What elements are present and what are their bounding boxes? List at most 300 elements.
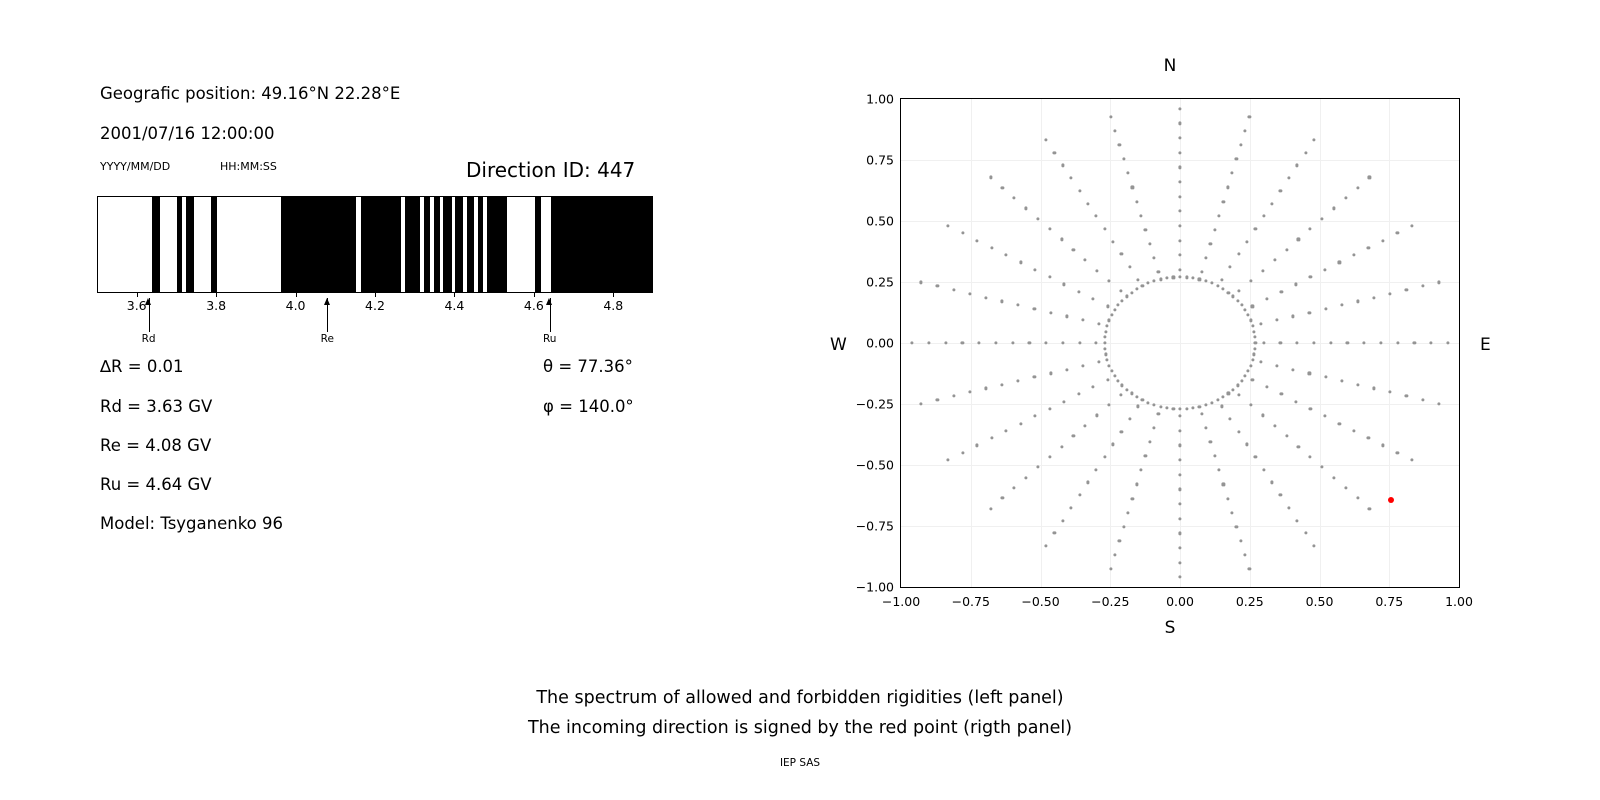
marker-label: Ru (542, 333, 557, 345)
direction-point (1139, 469, 1142, 472)
direction-point (1061, 341, 1064, 344)
model-value: Model: Tsyganenko 96 (100, 514, 284, 533)
direction-point (1144, 228, 1147, 231)
direction-point (1044, 341, 1047, 344)
caption-line-2: The incoming direction is signed by the red point (rigth panel) (527, 718, 1073, 738)
direction-point (1001, 383, 1004, 386)
axis-tick-label: 4.0 (285, 298, 306, 313)
direction-point (920, 281, 923, 284)
direction-point (1135, 200, 1138, 203)
direction-point (1222, 287, 1225, 290)
direction-point (1226, 186, 1229, 189)
direction-point (1261, 269, 1264, 272)
axis-tick-label: 4.8 (603, 298, 624, 313)
direction-point (1096, 269, 1099, 272)
axis-tick (534, 293, 535, 297)
direction-id: Direction ID: 447 (466, 158, 636, 182)
direction-point (1044, 139, 1047, 142)
forbidden-band (487, 197, 507, 292)
direction-point (1065, 315, 1068, 318)
direction-point (1220, 405, 1223, 408)
direction-point (1178, 224, 1181, 227)
direction-point (1292, 368, 1295, 371)
scatter-y-tick-label: 0.25 (866, 274, 894, 290)
delta-r-value: ∆R = 0.01 (100, 357, 184, 376)
direction-point (1296, 519, 1299, 522)
direction-point (1249, 319, 1252, 322)
direction-point (927, 341, 930, 344)
direction-point (1095, 341, 1098, 344)
direction-point (1157, 271, 1160, 274)
marker-label: Re (320, 333, 334, 345)
direction-point (1185, 407, 1188, 410)
datetime-value: 2001/07/16 12:00:00 (100, 124, 275, 143)
direction-point (1309, 228, 1312, 231)
direction-point (1396, 232, 1399, 235)
forbidden-band (405, 197, 421, 292)
direction-point (1332, 207, 1335, 210)
axis-tick (137, 293, 138, 297)
direction-point (1110, 369, 1113, 372)
direction-point (1237, 430, 1240, 433)
direction-point (1297, 238, 1300, 241)
direction-point (1251, 378, 1254, 381)
direction-point (1389, 292, 1392, 295)
direction-point (1086, 481, 1089, 484)
direction-point (1153, 403, 1156, 406)
direction-point (1227, 291, 1230, 294)
ru-value: Ru = 4.64 GV (100, 475, 212, 494)
direction-point (1120, 430, 1123, 433)
direction-point (936, 398, 939, 401)
direction-point (1178, 546, 1181, 549)
direction-point (1178, 459, 1181, 462)
direction-point (1304, 151, 1307, 154)
direction-point (1232, 388, 1235, 391)
direction-point (1200, 271, 1203, 274)
direction-point (1236, 384, 1239, 387)
direction-point (1159, 278, 1162, 281)
direction-point (1296, 164, 1299, 167)
forbidden-band (455, 197, 462, 292)
direction-point (1178, 415, 1181, 418)
scatter-y-axis (790, 91, 894, 595)
axis-tick-label: 3.6 (126, 298, 147, 313)
direction-point (1204, 426, 1207, 429)
direction-point (1117, 379, 1120, 382)
direction-point (1198, 278, 1201, 281)
direction-point (1249, 404, 1252, 407)
direction-point (1220, 278, 1223, 281)
gridline-horizontal (901, 404, 1459, 405)
direction-point (1098, 360, 1101, 363)
scatter-x-tick-label: −0.75 (951, 594, 990, 609)
direction-point (1209, 242, 1212, 245)
direction-point (984, 387, 987, 390)
direction-point (1131, 186, 1134, 189)
direction-point (1265, 297, 1268, 300)
direction-point (1222, 395, 1225, 398)
direction-point (1036, 466, 1039, 469)
direction-point (1245, 240, 1248, 243)
direction-point (1077, 290, 1080, 293)
forbidden-band (467, 197, 475, 292)
direction-point (1178, 407, 1181, 410)
direction-point (1103, 341, 1106, 344)
direction-point (1253, 347, 1256, 350)
direction-point (1091, 297, 1094, 300)
direction-point (1025, 207, 1028, 210)
axis-tick-label: 4.6 (523, 298, 544, 313)
forbidden-band (551, 197, 653, 292)
direction-point (1070, 506, 1073, 509)
direction-point (1396, 341, 1399, 344)
direction-point (1121, 384, 1124, 387)
arrow-up-icon (307, 298, 347, 332)
footer-credit: IEP SAS (779, 757, 821, 769)
direction-point (1033, 307, 1036, 310)
direction-point (1178, 107, 1181, 110)
direction-point (1095, 215, 1098, 218)
direction-point (1275, 364, 1278, 367)
direction-point (1130, 291, 1133, 294)
direction-point (1178, 136, 1181, 139)
direction-point (1332, 476, 1335, 479)
direction-point (1178, 180, 1181, 183)
direction-point (1113, 308, 1116, 311)
direction-point (1126, 511, 1129, 514)
direction-point (1340, 379, 1343, 382)
direction-point (1254, 341, 1257, 344)
left-panel (0, 0, 760, 680)
direction-point (1159, 405, 1162, 408)
direction-point (1178, 276, 1181, 279)
direction-point (1279, 189, 1282, 192)
scatter-y-tick-label: −0.50 (855, 457, 894, 473)
direction-point (1243, 129, 1246, 132)
direction-point (1213, 228, 1216, 231)
direction-point (1309, 407, 1312, 410)
direction-point (1078, 341, 1081, 344)
direction-point (1048, 407, 1051, 410)
arrow-up-icon (126, 298, 169, 332)
direction-point (1240, 304, 1243, 307)
direction-point (1262, 215, 1265, 218)
arrow-up-icon (530, 298, 570, 332)
scatter-y-tick-label: 1.00 (866, 91, 894, 107)
direction-point (1430, 341, 1433, 344)
direction-point (1421, 398, 1424, 401)
direction-point (1086, 202, 1089, 205)
forbidden-band (361, 197, 400, 292)
forbidden-band (424, 197, 430, 292)
direction-point (1216, 398, 1219, 401)
direction-point (1125, 388, 1128, 391)
direction-point (1141, 284, 1144, 287)
forbidden-band (434, 197, 440, 292)
direction-point (1106, 358, 1109, 361)
gridline-horizontal (901, 526, 1459, 527)
direction-point (1356, 383, 1359, 386)
axis-tick (375, 293, 376, 297)
direction-point (1229, 417, 1232, 420)
direction-scatter-plot (900, 98, 1460, 588)
direction-point (1103, 336, 1106, 339)
direction-point (1062, 283, 1065, 286)
direction-point (1297, 445, 1300, 448)
direction-point (1004, 254, 1007, 257)
direction-point (1356, 497, 1359, 500)
scatter-y-tick-label: −1.00 (855, 579, 894, 595)
scatter-y-tick-label: 0.75 (866, 152, 894, 168)
rd-value: Rd = 3.63 GV (100, 397, 213, 416)
direction-point (1368, 507, 1371, 510)
direction-point (1320, 466, 1323, 469)
direction-point (936, 285, 939, 288)
direction-point (1118, 539, 1121, 542)
direction-point (944, 341, 947, 344)
axis-tick-label: 4.2 (365, 298, 385, 313)
direction-point (1251, 358, 1254, 361)
axis-tick (454, 293, 455, 297)
direction-point (1413, 341, 1416, 344)
direction-point (1285, 248, 1288, 251)
direction-point (1070, 177, 1073, 180)
direction-point (1033, 376, 1036, 379)
direction-point (1238, 290, 1241, 293)
scatter-x-tick-label: −1.00 (881, 594, 921, 609)
direction-point (1078, 494, 1081, 497)
direction-point (1294, 400, 1297, 403)
direction-point (1109, 115, 1112, 118)
direction-point (1157, 412, 1160, 415)
scatter-y-tick-label: −0.25 (855, 396, 894, 412)
direction-point (1251, 324, 1254, 327)
direction-point (1254, 456, 1257, 459)
direction-point (1209, 440, 1212, 443)
rigidity-marker-ru (530, 298, 570, 345)
date-format-hint: YYYY/MM/DD (100, 160, 171, 173)
direction-point (1367, 437, 1370, 440)
direction-point (1048, 455, 1051, 458)
marker-label: Rd (141, 333, 156, 345)
direction-point (1222, 483, 1225, 486)
direction-point (1011, 341, 1014, 344)
direction-point (1019, 422, 1022, 425)
scatter-y-tick-label: 0.00 (866, 335, 894, 351)
direction-point (1121, 299, 1124, 302)
direction-point (1344, 196, 1347, 199)
direction-point (1368, 176, 1371, 179)
direction-point (1017, 379, 1020, 382)
gridline-horizontal (901, 221, 1459, 222)
direction-point (1128, 417, 1131, 420)
direction-point (1396, 451, 1399, 454)
direction-point (1103, 227, 1106, 230)
direction-point (952, 394, 955, 397)
direction-point (1048, 228, 1051, 231)
direction-point (1078, 189, 1081, 192)
direction-point (1261, 414, 1264, 417)
direction-point (1144, 455, 1147, 458)
direction-point (1217, 469, 1220, 472)
direction-point (1178, 254, 1181, 257)
theta-value: θ = 77.36° (543, 357, 633, 376)
direction-point (1381, 239, 1384, 242)
direction-point (1001, 186, 1004, 189)
direction-point (1323, 268, 1326, 271)
direction-point (1013, 196, 1016, 199)
forbidden-band (535, 197, 541, 292)
direction-point (1053, 151, 1056, 154)
direction-point (1280, 393, 1283, 396)
direction-point (984, 296, 987, 299)
direction-point (1185, 276, 1188, 279)
direction-point (1135, 483, 1138, 486)
direction-point (1104, 353, 1107, 356)
direction-point (1013, 486, 1016, 489)
direction-point (1204, 403, 1207, 406)
gridline-horizontal (901, 160, 1459, 161)
direction-point (1033, 268, 1036, 271)
direction-point (1309, 455, 1312, 458)
direction-point (1279, 494, 1282, 497)
direction-point (1109, 568, 1112, 571)
direction-point (1001, 497, 1004, 500)
direction-point (1178, 429, 1181, 432)
direction-point (989, 507, 992, 510)
direction-point (1178, 576, 1181, 579)
direction-point (1062, 400, 1065, 403)
direction-point (1049, 372, 1052, 375)
caption-line-1: The spectrum of allowed and forbidden rigidities (left panel) (536, 688, 1064, 708)
direction-point (1061, 164, 1064, 167)
direction-point (1275, 319, 1278, 322)
direction-point (1372, 387, 1375, 390)
direction-point (1324, 307, 1327, 310)
direction-point (1356, 300, 1359, 303)
direction-point (1065, 368, 1068, 371)
direction-point (1111, 240, 1114, 243)
direction-point (1324, 376, 1327, 379)
direction-point (1117, 304, 1120, 307)
direction-point (1410, 459, 1413, 462)
axis-tick-label: 4.4 (444, 298, 465, 313)
compass-north-label: N (1163, 56, 1177, 76)
direction-point (1240, 379, 1243, 382)
direction-point (1081, 319, 1084, 322)
direction-point (1363, 341, 1366, 344)
forbidden-band (478, 197, 484, 292)
direction-point (1304, 532, 1307, 535)
direction-point (1147, 282, 1150, 285)
compass-south-label: S (1164, 618, 1176, 638)
direction-point (1106, 305, 1109, 308)
direction-point (1049, 311, 1052, 314)
scatter-x-tick-label: 0.25 (1235, 594, 1264, 609)
direction-point (1437, 281, 1440, 284)
direction-point (1113, 554, 1116, 557)
direction-point (1104, 330, 1107, 333)
direction-point (1172, 276, 1175, 279)
direction-point (1131, 497, 1134, 500)
direction-point (1251, 305, 1254, 308)
direction-point (1178, 151, 1181, 154)
gridline-horizontal (901, 465, 1459, 466)
direction-point (1125, 295, 1128, 298)
direction-point (1323, 415, 1326, 418)
direction-point (1329, 341, 1332, 344)
direction-point (1178, 473, 1181, 476)
direction-point (1178, 502, 1181, 505)
scatter-y-tick-label: 0.50 (866, 213, 894, 229)
direction-point (1244, 308, 1247, 311)
forbidden-band (281, 197, 356, 292)
time-format-hint: HH:MM:SS (220, 160, 277, 173)
direction-point (1294, 283, 1297, 286)
direction-point (1320, 217, 1323, 220)
direction-point (961, 341, 964, 344)
direction-point (1287, 177, 1290, 180)
direction-point (1262, 468, 1265, 471)
forbidden-band (177, 197, 182, 292)
direction-point (1178, 122, 1181, 125)
direction-point (1270, 202, 1273, 205)
direction-point (1230, 172, 1233, 175)
direction-point (1091, 385, 1094, 388)
direction-point (1265, 385, 1268, 388)
forbidden-band (186, 197, 194, 292)
direction-point (1072, 435, 1075, 438)
direction-point (975, 444, 978, 447)
direction-point (1081, 364, 1084, 367)
direction-point (975, 239, 978, 242)
direction-point (1229, 265, 1232, 268)
compass-west-label: W (830, 335, 847, 355)
gridline-horizontal (901, 282, 1459, 283)
direction-point (1312, 341, 1315, 344)
direction-point (1178, 444, 1181, 447)
geographic-position: Geografic position: 49.16°N 22.28°E (100, 84, 401, 103)
direction-point (1279, 341, 1282, 344)
direction-point (1103, 456, 1106, 459)
direction-point (1106, 324, 1109, 327)
direction-point (1367, 246, 1370, 249)
direction-point (961, 451, 964, 454)
direction-point (1028, 341, 1031, 344)
scatter-x-tick-label: 0.00 (1166, 594, 1194, 609)
direction-point (1098, 322, 1101, 325)
scatter-x-axis (881, 590, 1473, 620)
direction-point (1111, 443, 1114, 446)
direction-point (1244, 374, 1247, 377)
direction-point (990, 437, 993, 440)
direction-point (1148, 440, 1151, 443)
direction-point (1446, 341, 1449, 344)
direction-point (1033, 415, 1036, 418)
phi-value: φ = 140.0° (543, 397, 634, 416)
direction-point (1165, 277, 1168, 280)
scatter-x-tick-label: 0.75 (1375, 594, 1404, 609)
direction-point (1128, 265, 1131, 268)
direction-point (1356, 186, 1359, 189)
direction-point (1340, 304, 1343, 307)
direction-point (1273, 259, 1276, 262)
direction-point (1312, 544, 1315, 547)
direction-point (1135, 395, 1138, 398)
selected-direction-point[interactable] (1388, 497, 1394, 503)
direction-point (1137, 278, 1140, 281)
